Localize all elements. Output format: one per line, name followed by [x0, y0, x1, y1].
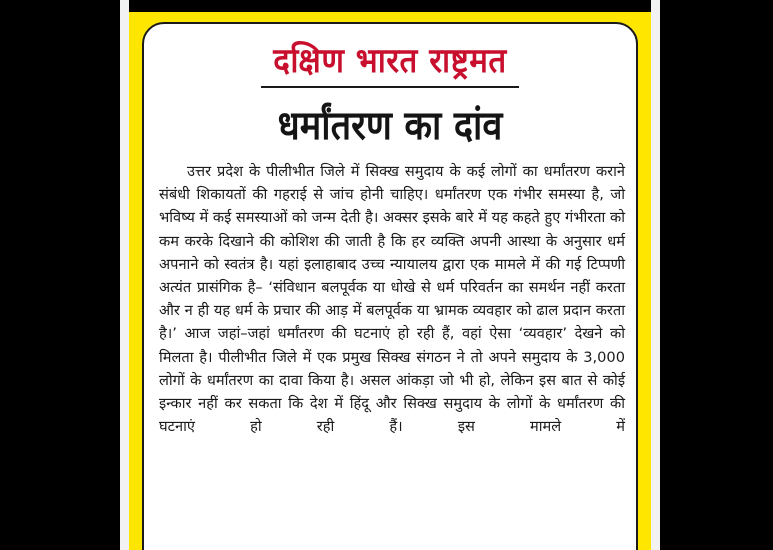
- editorial-card: [142, 22, 638, 550]
- article-body: उत्तर प्रदेश के पीलीभीत जिले में सिक्ख समुदाय के कई लोगों का धर्मांतरण कराने संबंधी शिकायतों की गहराई से जांच होनी चाहिए। धर्मांतरण एक गंभीर समस्या है, जो भविष्य में कई समस्याओं को जन्म देती है। अक्सर इसके बारे में यह कहते हुए गंभीरता को कम करके दिखाने की कोशिश की जाती है कि हर व्यक्ति अपनी आस्था के अनुसार धर्म अपनाने को स्वतंत्र है। यहां इलाहाबाद उच्च न्यायालय द्वारा एक मामले में की गई टिप्पणी अत्यंत प्रासंगिक है– ‘संविधान बलपूर्वक या धोखे से धर्म परिवर्तन का समर्थन नहीं करता और न ही यह धर्म के प्रचार की आड़ में बलपूर्वक या भ्रामक व्यवहार को ढाल प्रदान करता है।’ आज जहां–जहां धर्मांतरण की घटनाएं हो रही हैं, वहां ऐसा ‘व्यवहार’ देखने को मिलता है। पीलीभीत जिले में एक प्रमुख सिक्ख संगठन ने तो अपने समुदाय के 3,000 लोगों के धर्मांतरण का दावा किया है। असल आंकड़ा जो भी हो, लेकिन इस बात से कोई इन्कार नहीं कर सकता कि देश में हिंदू और सिक्ख समुदाय के लोगों के धर्मांतरण की घटनाएं हो रही हैं। इस मामले में: [159, 163, 625, 436]
- masthead-title: दक्षिण भारत राष्ट्रमत: [273, 41, 507, 81]
- article-headline: धर्मांतरण का दांव: [277, 103, 503, 149]
- masthead-divider: [261, 86, 519, 88]
- adjacent-column-right: [651, 0, 660, 550]
- adjacent-column-left: [120, 0, 129, 550]
